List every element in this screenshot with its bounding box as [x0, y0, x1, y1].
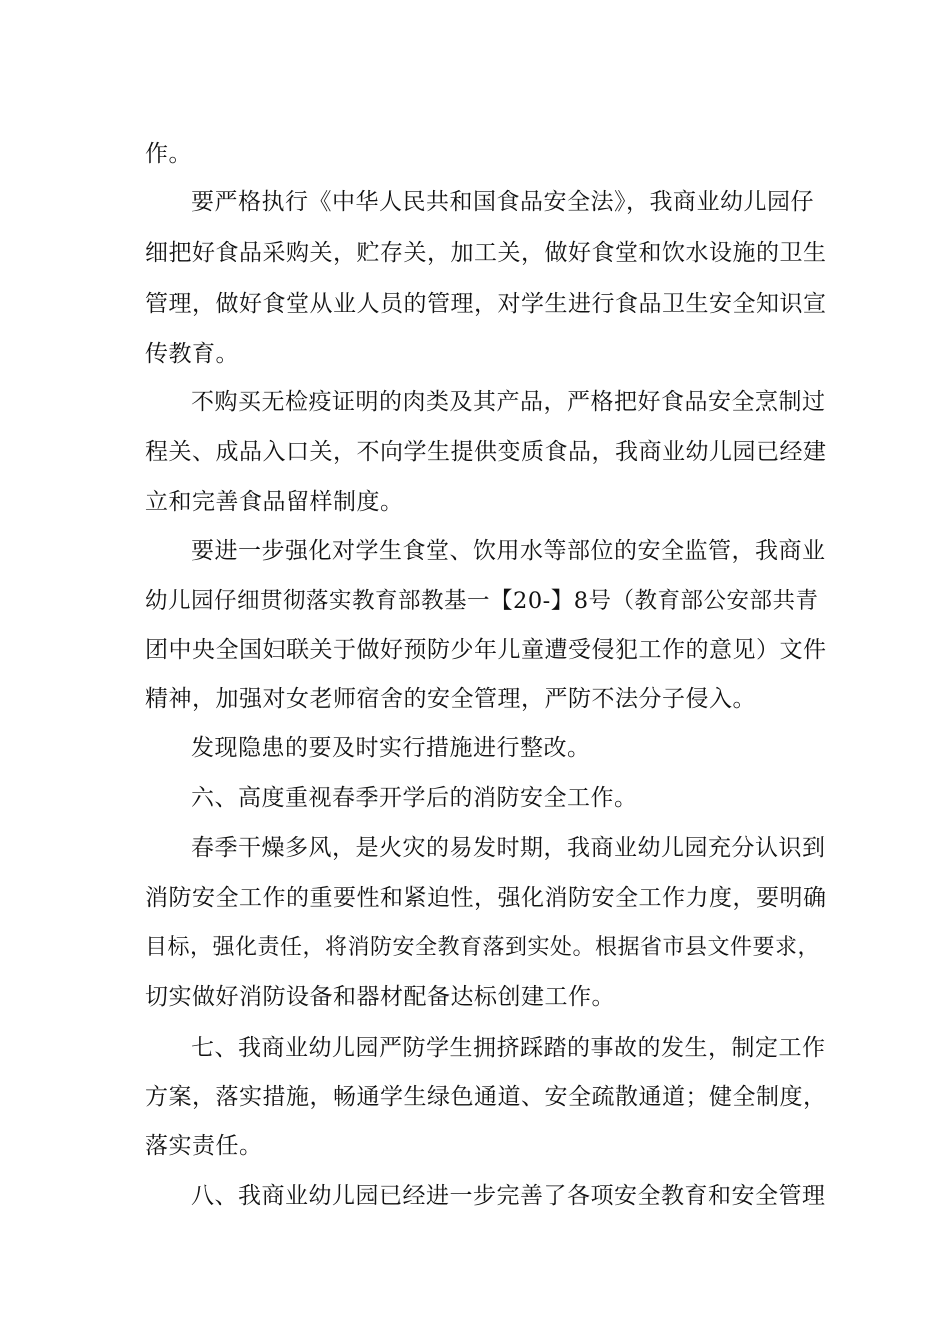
text-line: 切实做好消防设备和器材配备达标创建工作。: [145, 984, 615, 1010]
text-line: 团中央全国妇联关于做好预防少年儿童遭受侵犯工作的意见）文件: [145, 637, 827, 663]
text-line: 精神，加强对女老师宿舍的安全管理，严防不法分子侵入。: [145, 686, 756, 712]
paragraph-first-line: 不购买无检疫证明的肉类及其产品，严格把好食品安全烹制过: [191, 389, 826, 415]
text-line: 幼儿园仔细贯彻落实教育部教基一【20-】8号（教育部公安部共青: [145, 588, 819, 614]
paragraph-first-line: 要进一步强化对学生食堂、饮用水等部位的安全监管，我商业: [191, 538, 826, 564]
paragraph-first-line: 要严格执行《中华人民共和国食品安全法》，我商业幼儿园仔: [191, 189, 814, 215]
section-heading: 六、高度重视春季开学后的消防安全工作。: [191, 785, 638, 811]
text-line: 作。: [145, 141, 192, 167]
section-heading: 八、我商业幼儿园已经进一步完善了各项安全教育和安全管理: [191, 1183, 826, 1209]
text-line: 目标，强化责任，将消防安全教育落到实处。根据省市县文件要求，: [145, 935, 821, 960]
text-line: 传教育。: [145, 341, 239, 367]
text-line: 程关、成品入口关，不向学生提供变质食品，我商业幼儿园已经建: [145, 439, 827, 465]
text-line: 管理，做好食堂从业人员的管理，对学生进行食品卫生安全知识宣: [145, 291, 827, 317]
text-line: 细把好食品采购关，贮存关，加工关，做好食堂和饮水设施的卫生: [145, 240, 827, 266]
paragraph-first-line: 春季干燥多风，是火灾的易发时期，我商业幼儿园充分认识到: [191, 835, 826, 861]
text-line: 立和完善食品留样制度。: [145, 489, 404, 515]
text-line: 方案，落实措施，畅通学生绿色通道、安全疏散通道；健全制度，: [145, 1084, 827, 1110]
text-line: 落实责任。: [145, 1133, 263, 1159]
paragraph-first-line: 发现隐患的要及时实行措施进行整改。: [191, 735, 591, 761]
section-heading: 七、我商业幼儿园严防学生拥挤踩踏的事故的发生，制定工作: [191, 1035, 826, 1061]
text-line: 消防安全工作的重要性和紧迫性，强化消防安全工作力度，要明确: [145, 885, 827, 911]
